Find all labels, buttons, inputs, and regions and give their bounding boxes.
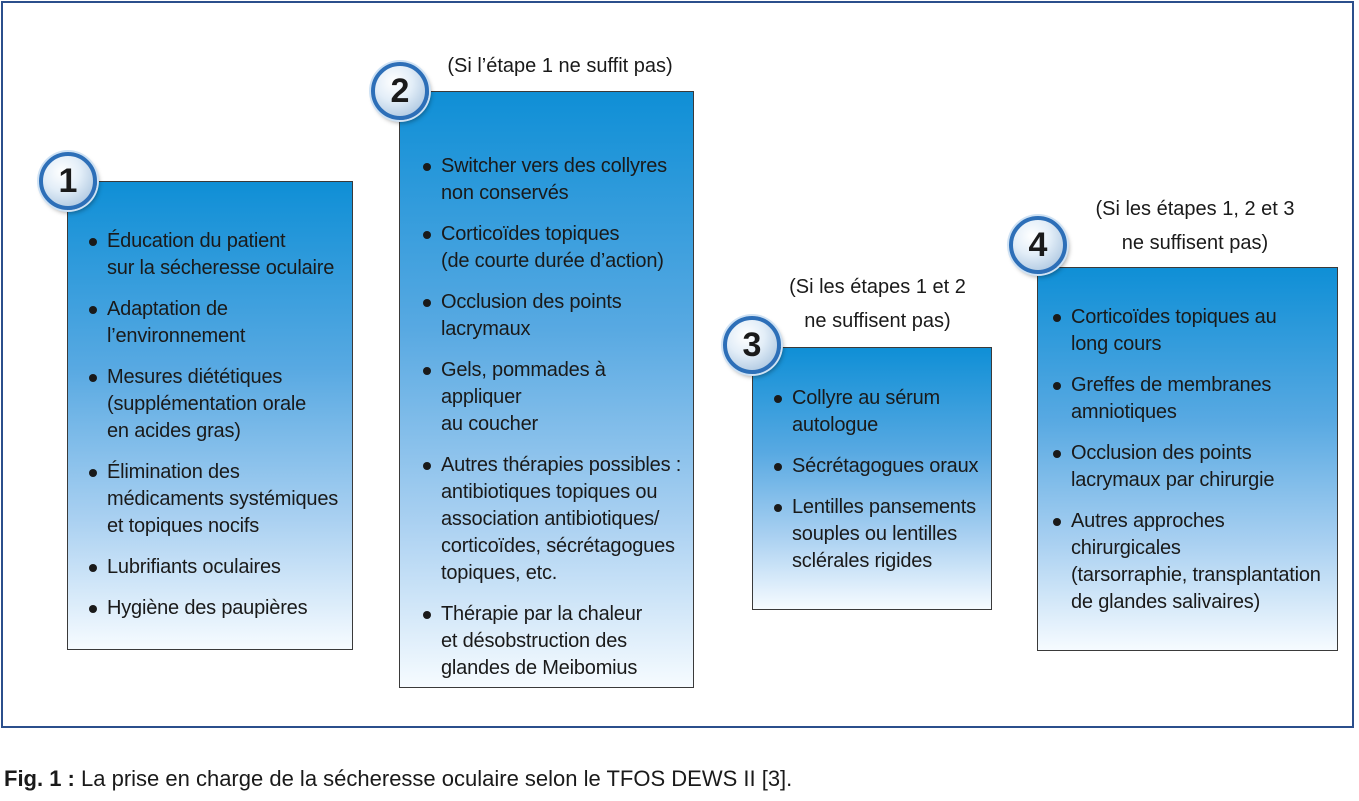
step-4-item: Autres approches chirurgicales (tarsorraphie, transplantation de glandes salivaires) — [1052, 508, 1333, 616]
step-4-list — [1052, 304, 1333, 616]
step-1-badge: 1 — [39, 152, 97, 210]
step-3-item: Sécrétagogues oraux — [773, 453, 987, 480]
step-4-condition: (Si les étapes 1, 2 et 3 ne suffisent pas) — [1095, 198, 1295, 254]
step-2-condition: (Si l’étape 1 ne suffit pas) — [447, 55, 673, 77]
step-2-badge: 2 — [371, 62, 429, 120]
step-4-item: Occlusion des points lacrymaux par chirurgie — [1052, 440, 1333, 494]
step-2-item: Gels, pommades à appliquer au coucher — [422, 357, 687, 438]
step-1-list — [88, 228, 346, 622]
step-4-item: Greffes de membranes amniotiques — [1052, 372, 1333, 426]
step-2-item: Corticoïdes topiques (de courte durée d’action) — [422, 221, 687, 275]
step-1-item: Adaptation de l’environnement — [88, 296, 346, 350]
step-2-item: Autres thérapies possibles : antibiotiques topiques ou association antibiotiques/ corticoïdes, sécrétagogues topiques, etc. — [422, 452, 687, 587]
step-3-badge: 3 — [723, 316, 781, 374]
step-2-list — [422, 153, 687, 682]
step-2-item: Occlusion des points lacrymaux — [422, 289, 687, 343]
step-1-item: Hygiène des paupières — [88, 595, 346, 622]
step-2-box — [399, 91, 694, 688]
step-4-badge: 4 — [1009, 216, 1067, 274]
step-3-item: Collyre au sérum autologue — [773, 385, 987, 439]
step-3-condition: (Si les étapes 1 et 2 ne suffisent pas) — [789, 276, 966, 332]
step-2-item: Switcher vers des collyres non conservés — [422, 153, 687, 207]
caption-label: Fig. 1 : — [4, 766, 75, 791]
step-3-item: Lentilles pansements souples ou lentilles sclérales rigides — [773, 494, 987, 575]
step-3-list — [773, 385, 987, 575]
step-2-item: Thérapie par la chaleur et désobstruction des glandes de Meibomius — [422, 601, 687, 682]
step-1-item: Mesures diététiques (supplémentation orale en acides gras) — [88, 364, 346, 445]
step-4-item: Corticoïdes topiques au long cours — [1052, 304, 1333, 358]
step-1-item: Éducation du patient sur la sécheresse oculaire — [88, 228, 346, 282]
step-4-box — [1037, 267, 1338, 651]
caption-text: La prise en charge de la sécheresse oculaire selon le TFOS DEWS II [3]. — [74, 766, 793, 791]
step-1-item: Lubrifiants oculaires — [88, 554, 346, 581]
step-1-item: Élimination des médicaments systémiques et topiques nocifs — [88, 459, 346, 540]
step-3-box — [752, 347, 992, 610]
figure-caption — [4, 766, 792, 792]
step-1-box — [67, 181, 353, 650]
